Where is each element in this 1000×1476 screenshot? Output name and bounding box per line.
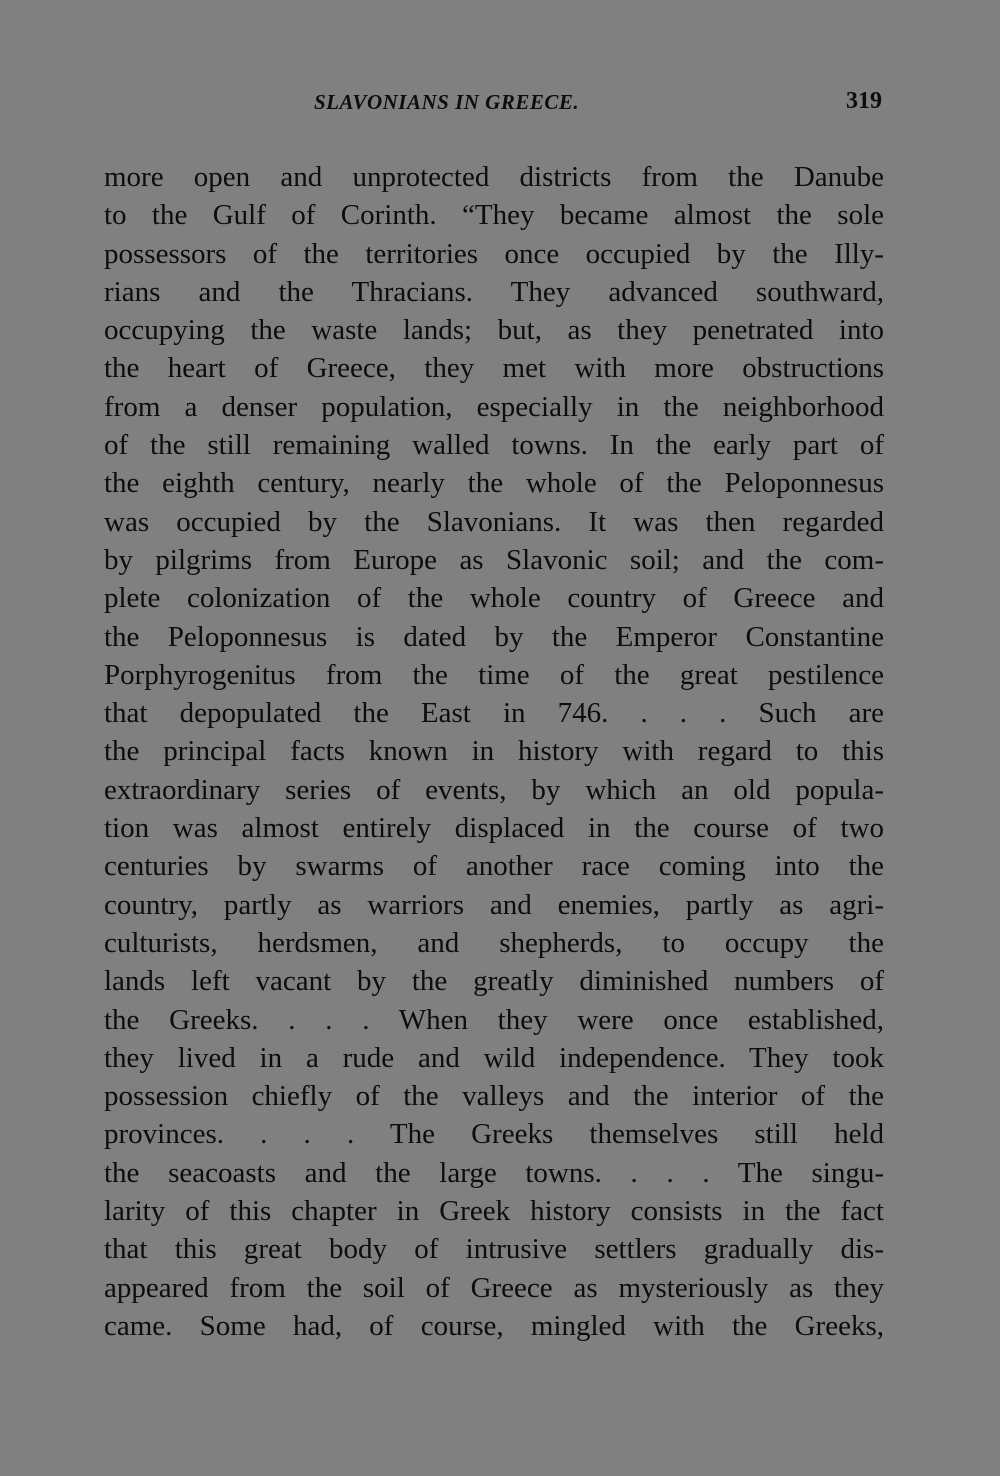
text-line: provinces. . . . The Greeks themselves still held (104, 1118, 884, 1151)
text-line: from a denser population, especially in the neighborhood (104, 390, 884, 423)
text-line: plete colonization of the whole country of Greece and (104, 582, 884, 615)
text-line: lands left vacant by the greatly diminished numbers of (104, 965, 884, 998)
page-number: 319 (846, 88, 882, 114)
text-line: more open and unprotected districts from the Danube (104, 161, 884, 193)
text-line: extraordinary series of events, by which an old popula- (104, 773, 884, 806)
text-line: the Greeks. . . . When they were once established, (104, 1003, 884, 1036)
text-line: by pilgrims from Europe as Slavonic soil; and the com- (104, 543, 884, 576)
text-line: Porphyrogenitus from the time of the great pestilence (104, 658, 884, 691)
text-line: came. Some had, of course, mingled with the Greeks, (104, 1309, 884, 1342)
text-line: the seacoasts and the large towns. . . . The singu- (104, 1156, 884, 1189)
text-line: to the Gulf of Corinth. “They became almost the sole (104, 199, 884, 232)
text-line: centuries by swarms of another race coming into the (104, 850, 884, 883)
text-line: larity of this chapter in Greek history consists in the fact (104, 1195, 884, 1228)
text-line: was occupied by the Slavonians. It was then regarded (104, 505, 884, 538)
text-line: rians and the Thracians. They advanced southward, (104, 275, 884, 308)
text-line: that this great body of intrusive settlers gradually dis- (104, 1233, 884, 1266)
text-line: that depopulated the East in 746. . . . Such are (104, 697, 884, 730)
text-line: the Peloponnesus is dated by the Emperor Constantine (104, 620, 884, 653)
text-line: occupying the waste lands; but, as they penetrated into (104, 314, 884, 347)
text-line: possession chiefly of the valleys and the interior of the (104, 1080, 884, 1113)
text-line: tion was almost entirely displaced in the course of two (104, 812, 884, 845)
text-line: culturists, herdsmen, and shepherds, to occupy the (104, 926, 884, 959)
text-line: country, partly as warriors and enemies, partly as agri- (104, 888, 884, 921)
text-line: possessors of the territories once occupied by the Illy- (104, 237, 884, 270)
running-head-title: SLAVONIANS IN GREECE. (314, 90, 580, 114)
text-line: the eighth century, nearly the whole of the Peloponnesus (104, 467, 884, 500)
text-line: appeared from the soil of Greece as mysteriously as they (104, 1271, 884, 1304)
text-line: of the still remaining walled towns. In the early part of (104, 429, 884, 462)
body-text (104, 158, 884, 1345)
text-line: the heart of Greece, they met with more obstructions (104, 352, 884, 385)
text-line: the principal facts known in history with regard to this (104, 735, 884, 768)
text-line: they lived in a rude and wild independence. They took (104, 1041, 884, 1074)
